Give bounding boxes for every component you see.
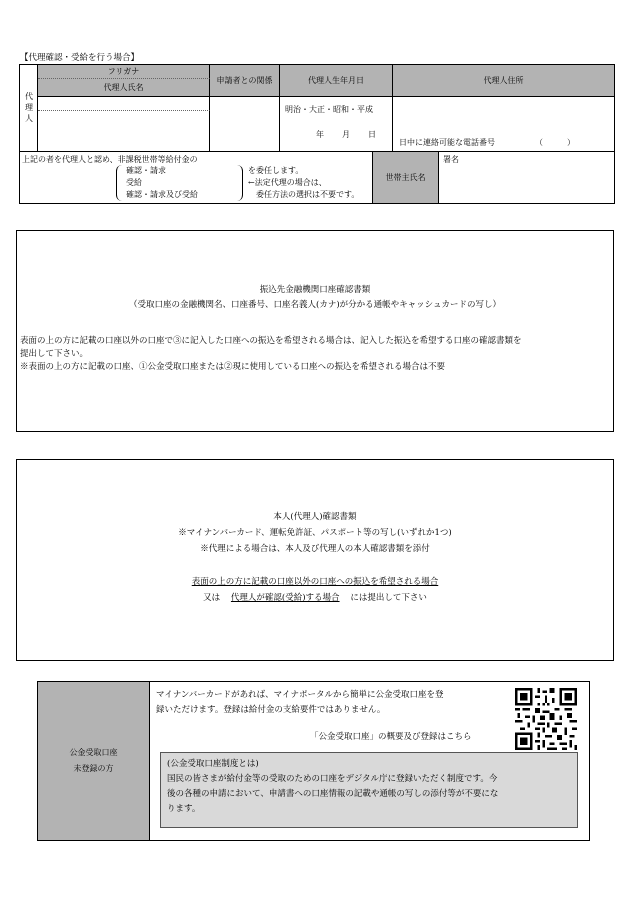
furigana-input[interactable] <box>38 97 210 111</box>
name-input[interactable] <box>38 111 210 151</box>
bank-box-body-1b: 提出して下さい。 <box>20 349 89 359</box>
date-day-label: 日 <box>368 130 376 139</box>
public-account-box <box>37 681 590 841</box>
proxy-side-label <box>20 65 38 151</box>
header-furigana: フリガナ <box>38 65 210 79</box>
id-box-condition-1: 表面の上の方に記載の口座以外の口座への振込を希望される場合 <box>191 577 439 587</box>
public-account-label-1: 公金受取口座 <box>69 748 118 757</box>
signature-field[interactable] <box>439 151 614 203</box>
proxy-section-title: 【代理確認・受給を行う場合】 <box>20 53 140 63</box>
address-input[interactable] <box>393 97 614 151</box>
phone-paren[interactable]: （ ） <box>535 138 575 147</box>
daytime-phone-label: 日中に連絡可能な電話番号 <box>399 138 495 147</box>
public-account-label-2: 未登録の方 <box>73 764 114 773</box>
header-name: 代理人氏名 <box>38 79 210 97</box>
bank-box-subtitle: （受取口座の金融機関名、口座番号、口座名義人(カナ)が分かる通帳やキャッシュカードの写し） <box>129 300 501 310</box>
signature-label: 署名 <box>443 155 459 164</box>
consent-area <box>20 151 373 203</box>
header-relation-text: 申請者との関係 <box>216 75 273 85</box>
header-address: 代理人住所 <box>393 65 614 97</box>
public-account-label <box>38 682 150 840</box>
info-title: (公金受取口座制度とは) <box>167 759 259 769</box>
option-confirm-claim-receive[interactable]: 確認・請求及び受給 <box>126 190 198 199</box>
consent-tail-1: を委任します。 <box>248 166 304 175</box>
consent-tail-3: 委任方法の選択は不要です。 <box>256 190 360 199</box>
bank-document-box <box>16 230 614 432</box>
public-account-text-1: マイナンバーカードがあれば、マイナポータルから簡単に公金受取口座を登 <box>156 690 444 700</box>
date-year-label: 年 <box>316 130 324 139</box>
era-options[interactable]: 明治・大正・昭和・平成 <box>285 105 373 114</box>
id-box-line-2: ※代理による場合は、本人及び代理人の本人確認書類を添付 <box>200 544 430 554</box>
header-relation <box>210 65 280 97</box>
public-account-info-box <box>160 752 578 828</box>
bank-box-body-2: ※表面の上の方に記載の口座、①公金受取口座または②現に使用している口座への振込を希望される場合は不要 <box>20 362 446 372</box>
header-birthdate: 代理人生年月日 <box>280 65 393 97</box>
birthdate-input[interactable] <box>280 97 393 151</box>
householder-label: 世帯主氏名 <box>373 151 439 203</box>
id-box-condition-tail: には提出して下さい <box>350 593 427 603</box>
proxy-table <box>19 64 615 204</box>
relation-input[interactable] <box>210 97 280 151</box>
consent-tail-2: ←法定代理の場合は、 <box>248 178 327 187</box>
id-box-condition-2: 代理人が確認(受給)する場合 <box>230 593 340 603</box>
info-line-2: 後の各種の申請において、申請書への口座情報の記載や通帳の写しの添付等が不要にな <box>167 789 499 799</box>
public-account-text-2: 録いただけます。登録は給付金の支給要件ではありません。 <box>156 705 386 715</box>
proxy-side-label-text: 代理人 <box>24 91 34 125</box>
id-box-title: 本人(代理人)確認書類 <box>273 512 357 522</box>
bank-box-body-1a: 表面の上の方に記載の口座以外の口座で③に記入した口座への振込を希望される場合は、記入した振込を希望する口座の確認書類を <box>20 336 522 346</box>
date-month-label: 月 <box>342 130 350 139</box>
id-box-condition-row <box>17 591 613 603</box>
consent-lead: 上記の者を代理人と認め、非課税世帯等給付金の <box>22 155 198 164</box>
id-document-box <box>16 459 614 661</box>
id-box-line-1: ※マイナンバーカード、運転免許証、パスポート等の写し(いずれか1つ) <box>178 528 452 538</box>
qr-code-icon[interactable] <box>515 688 577 750</box>
option-receive[interactable]: 受給 <box>126 178 142 187</box>
public-account-link[interactable]: 「公金受取口座」の概要及び登録はこちら <box>310 732 472 742</box>
option-confirm-claim[interactable]: 確認・請求 <box>126 166 166 175</box>
info-line-1: 国民の皆さまが給付金等の受取のための口座をデジタル庁に登録いただく制度です。今 <box>167 774 498 784</box>
bank-box-title: 振込先金融機関口座確認書類 <box>259 285 371 295</box>
info-line-3: ります。 <box>167 804 201 814</box>
id-box-or-word: 又は <box>203 593 221 603</box>
